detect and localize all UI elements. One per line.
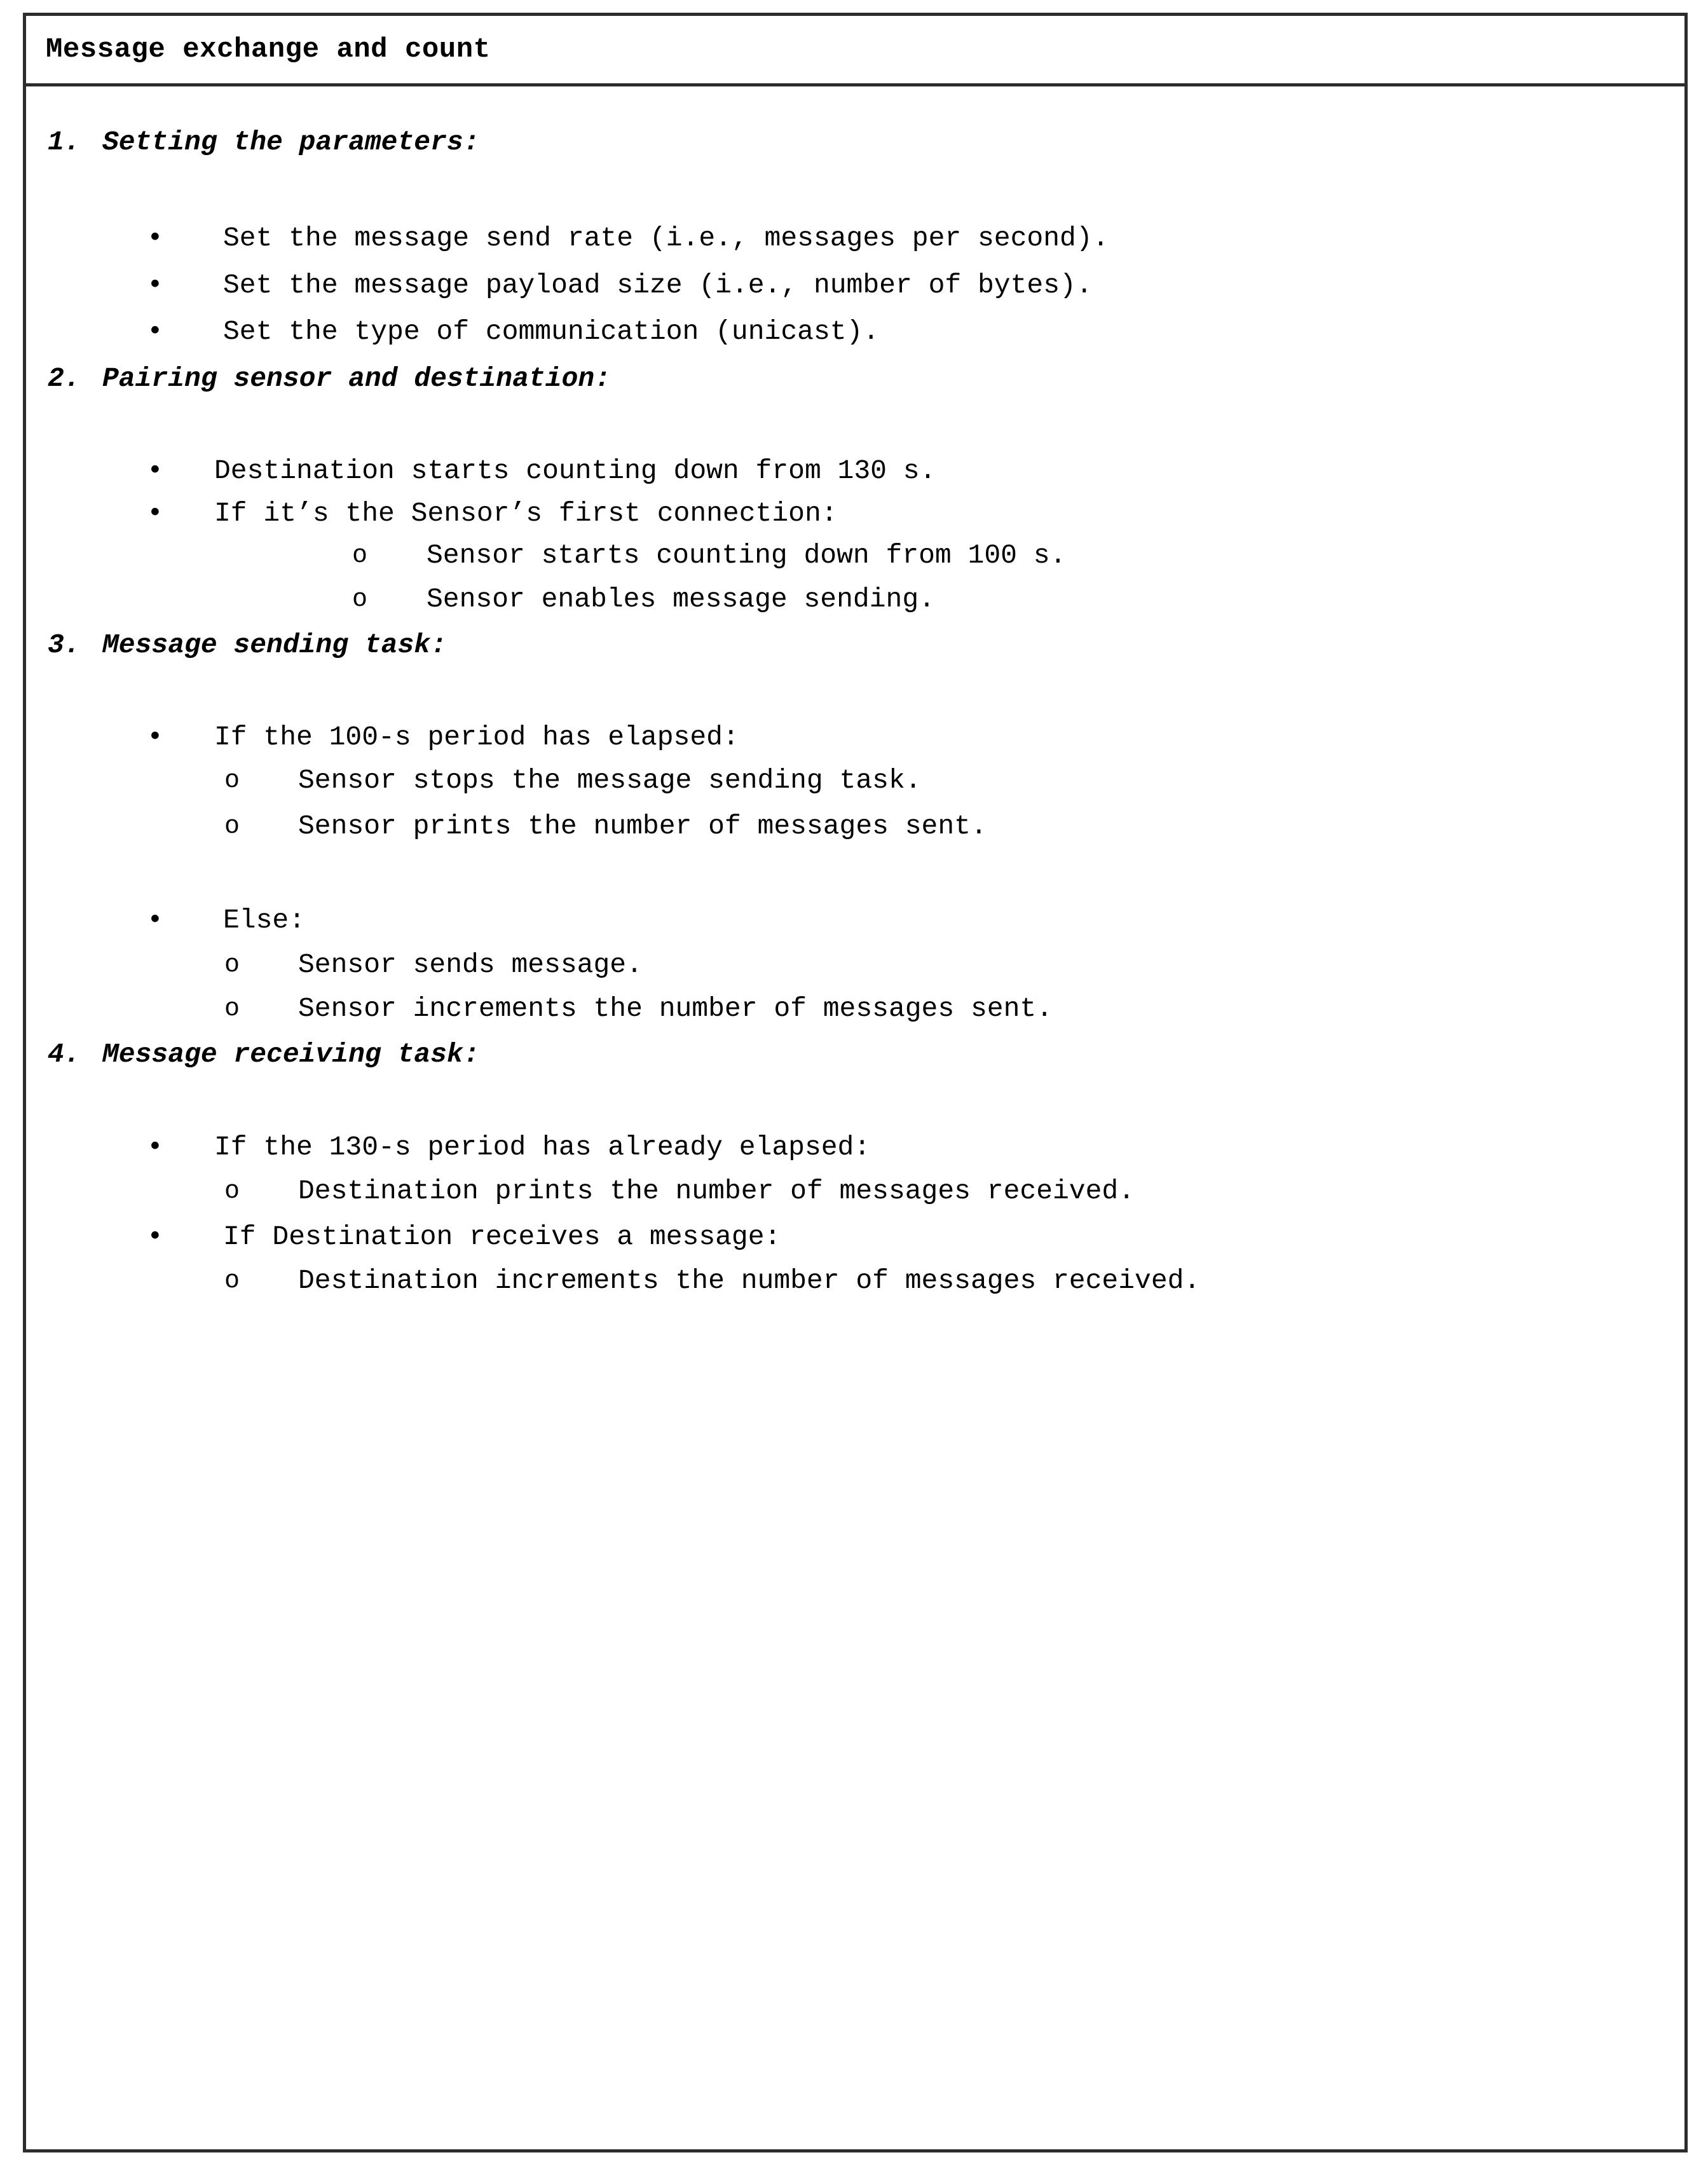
section-number-4: 4. [48,1039,81,1070]
section-title-2: Pairing sensor and destination: [102,363,611,394]
bullet-icon [147,723,163,751]
list-item: Destination increments the number of messages received. [298,1265,1201,1296]
bullet-icon [147,1133,163,1161]
table-header-row [26,16,1684,86]
circle-bullet-icon: o [224,1267,240,1296]
section-title-1: Setting the parameters: [102,127,480,158]
circle-bullet-icon: o [224,951,240,980]
circle-bullet-icon: o [224,995,240,1023]
circle-bullet-icon: o [352,585,368,614]
list-item: If the 100-s period has elapsed: [214,722,739,753]
bullet-icon [147,271,163,299]
section-title-3: Message sending task: [102,629,447,660]
list-item: Set the type of communication (unicast). [223,316,880,347]
bullet-icon [147,500,163,527]
list-item: Sensor prints the number of messages sent. [298,811,987,842]
bullet-icon [147,318,163,345]
list-item: Set the message send rate (i.e., messages per second). [223,222,1109,254]
section-title-4: Message receiving task: [102,1039,480,1070]
list-item: Sensor stops the message sending task. [298,765,922,796]
circle-bullet-icon: o [224,812,240,841]
message-exchange-table [23,13,1688,2152]
bullet-icon [147,907,163,934]
list-item: If it’s the Sensor’s first connection: [214,498,838,529]
list-item: Sensor sends message. [298,949,643,980]
list-item: Destination starts counting down from 130 s. [214,455,936,486]
section-number-1: 1. [48,127,81,158]
list-item: Set the message payload size (i.e., number of bytes). [223,270,1093,301]
circle-bullet-icon: o [224,1177,240,1206]
circle-bullet-icon: o [352,542,368,570]
list-item: Sensor starts counting down from 100 s. [427,540,1067,571]
list-item: Sensor increments the number of messages sent. [298,993,1053,1024]
bullet-icon [147,1223,163,1250]
list-item: If Destination receives a message: [223,1221,781,1252]
bullet-icon [147,224,163,252]
table-body [26,86,1684,2149]
section-number-2: 2. [48,363,81,394]
list-item: Destination prints the number of messages received. [298,1175,1135,1207]
list-item: Sensor enables message sending. [427,584,935,615]
list-item: If the 130-s period has already elapsed: [214,1132,871,1163]
list-item: Else: [223,905,306,936]
page-title: Message exchange and count [46,34,491,65]
bullet-icon [147,457,163,484]
circle-bullet-icon: o [224,767,240,795]
section-number-3: 3. [48,629,81,660]
